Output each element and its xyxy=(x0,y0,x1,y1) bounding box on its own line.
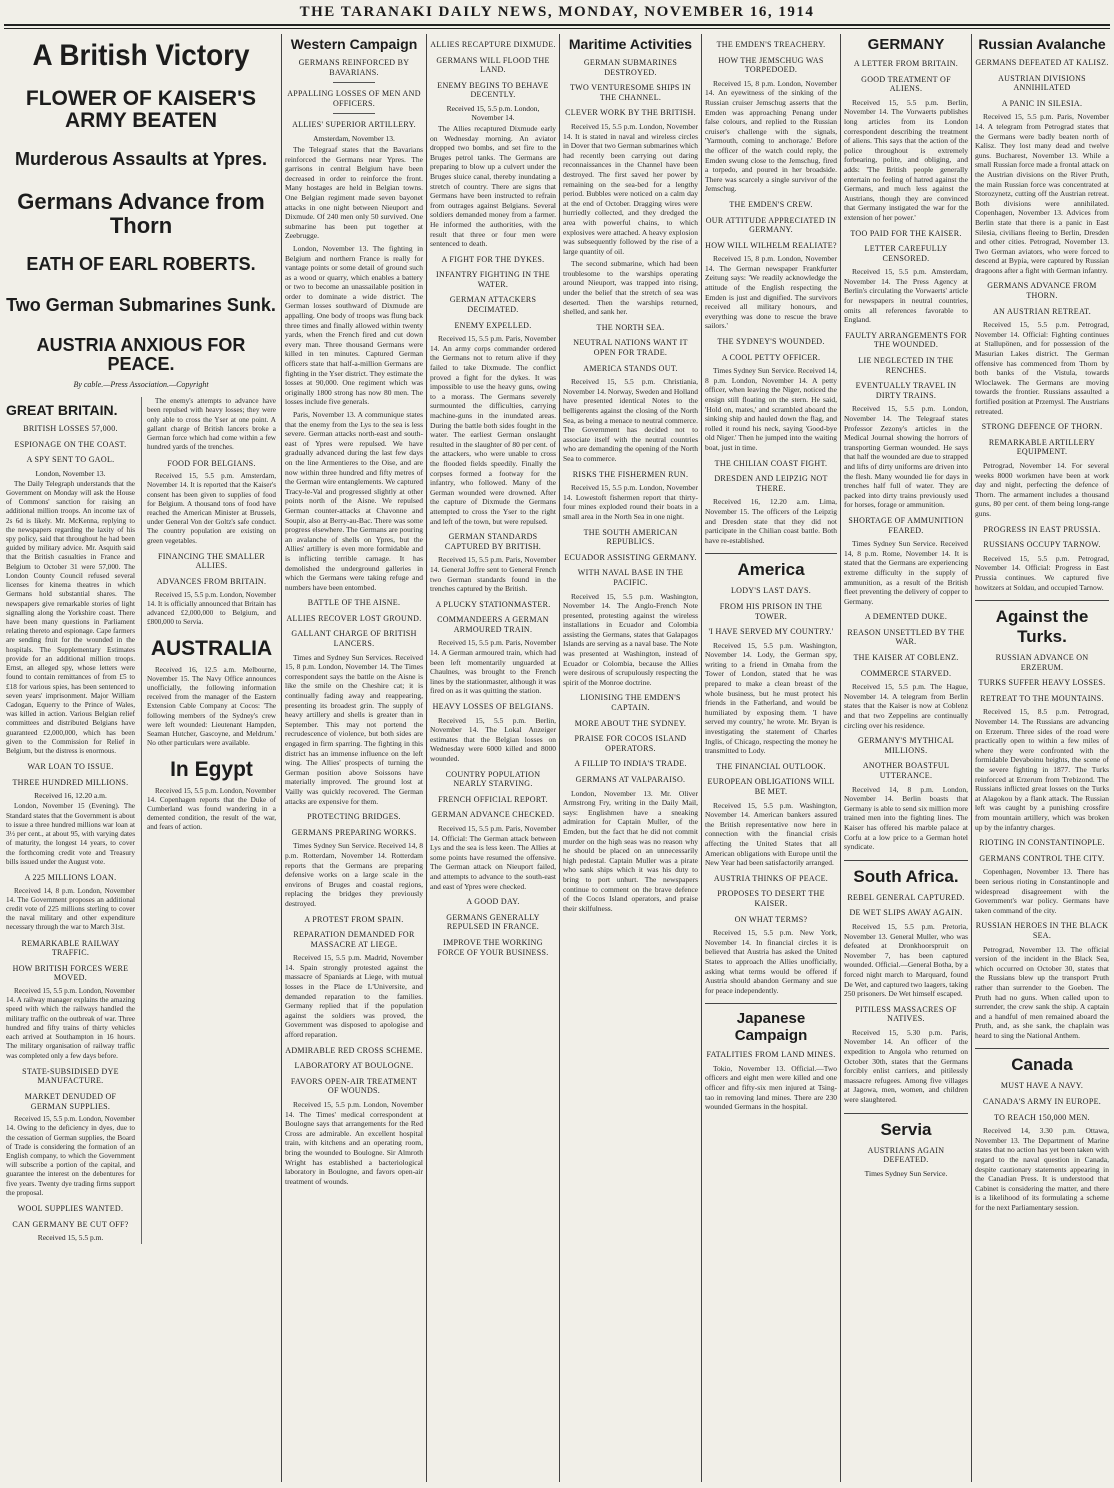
deck-austria: AUSTRIA ANXIOUS FOR PEACE. xyxy=(36,335,246,375)
subhead: TWO VENTURESOME SHIPS IN THE CHANNEL. xyxy=(569,83,692,102)
article-body: Times and Sydney Sun Services. Received 15, 8 p.m. London, November 14. The Times correspondent says the battle on the Aisne is like the smile on the Cheshire cat; it is continually fading away and reappearing, presenting its broadest grin. The supply of heavy artillery and shells is greater than in September. This may not portend the recrudescence of violence, but both sides are engaged in firm sparring. The fighting in this district has an immense influence on the left wing. The Allies' prospects of turning the German position above Soissons have materially improved. The ground lost at Vailly was quickly recovered. The German attacks are expensive for them. xyxy=(285,652,423,806)
article-body: Received 15, 5.5 p.m. The Hague, November 14. A telegram from Berlin states that the Kaiser is now at Coblenz and that two Zeppelins are continually circling over his residence. xyxy=(844,682,968,730)
subhead: THREE HUNDRED MILLIONS. xyxy=(12,777,129,787)
subhead: PITILESS MASSACRES OF NATIVES. xyxy=(855,1004,957,1024)
article-body: The second submarine, which had been troublesome to the warships operating around Nieuport, was trapped into rising, under the belief that the stretch of sea was deserted. Then the warships returned, shelled, and sank her. xyxy=(563,259,698,317)
article-body: London, November 13. The fighting in Belgium and northern France is really for vantage points or some detail of ground such as a wood or quarry, which enables a battery or two to become an unassailable position in order to dominate a wide district. The German losses southward of Dixmude are appalling. One body of troops was flung back three times and finally allowed within twenty yards, when the French fired and cut down every man. Three thousand Germans were killed in ten minutes. Captured German officers state that half-a-million Germans are fighting in the Yser district. They estimate the losses at 90,000. One regiment which was originally 1800 strong has now 80 men. The losses include five generals. xyxy=(285,243,423,407)
subhead: A PROTEST FROM SPAIN. xyxy=(304,914,404,924)
subhead: IMPROVE THE WORKING FORCE OF YOUR BUSINESS. xyxy=(437,937,549,957)
subhead: MARKET DENUDED OF GERMAN SUPPLIES. xyxy=(24,1091,117,1111)
column-title: GERMANY xyxy=(867,36,945,53)
subhead: SHORTAGE OF AMMUNITION FEARED. xyxy=(848,515,964,535)
article-body: Received 15, 5.5 p.m. London, November 14. The Telegraaf states Professor Zezony's articles in the Medical Journal showing the horrors of transporting German wounded. He says that half the wounded are due to strapped and lifts of dirty uniforms are driven into the flesh. Many wounded lie for days in trenches half full of water. They are packed into dirty trains previously used for horses, forage or ammunition. xyxy=(844,404,968,510)
subhead: MUST HAVE A NAVY. xyxy=(1000,1081,1084,1091)
western-campaign-column xyxy=(285,34,423,1482)
article-body: Received 14, 8 p.m. London, November 14. The Government proposes an additional credit vote of 225 millions sterling to cover the naval military and other expenditure necessary through the war to March 31st. xyxy=(6,886,135,932)
subhead: ANOTHER BOASTFUL UTTERANCE. xyxy=(862,761,950,780)
subhead: THE NORTH SEA. xyxy=(596,322,665,332)
subhead: A GOOD DAY. xyxy=(466,897,520,907)
article-body: Received 15, 5.5 p.m. London, November 14. Owing to the deficiency in dyes, due to the cessation of German supplies, the Board of Trade is considering the formation of an English company, to which the Government will subscribe a portion of the capital, and guarantee the interest on the debentures for five years. Twenty dye trading firms support the proposal. xyxy=(6,1115,135,1197)
article-body: Received 15, 5.5 p.m. Paris, November 14. A German armoured train, which had been left momentarily unguarded at Chaulnes, was brought to the French lines by the stationmaster, although it was fired on as it was quitting the station. xyxy=(430,638,556,696)
subhead: FROM HIS PRISON IN THE TOWER. xyxy=(719,601,823,621)
subhead: A FILLIP TO INDIA'S TRADE. xyxy=(574,759,687,769)
great-britain-column xyxy=(6,397,135,1244)
column-rule xyxy=(971,34,972,1482)
subhead: GERMANS DEFEATED AT KALISZ. xyxy=(975,58,1109,67)
dateline: Received 15, 5.5 p.m. xyxy=(37,1233,104,1243)
section-against-the-turks: Against the Turks. xyxy=(975,600,1109,647)
article-body: Received 15, 5.5 p.m. London, November 14. Copenhagen reports that the Duke of Cumberland was found wandering in a demented condition, the result of the war, and fears of action. xyxy=(147,786,276,832)
subhead: LODY'S LAST DAYS. xyxy=(730,586,812,596)
subhead: A DEMENTED DUKE. xyxy=(864,612,948,622)
article-body: Received 15, 8 p.m. London, November 14. The German newspaper Frankfurter Zeitung says: 'We readily acknowledge the attitude of the English respecting the Emden is just and dignified. The survivors received all military honours, and everything was done to rescue the brave sailors.' xyxy=(705,254,837,331)
subhead: LIONISING THE EMDEN'S CAPTAIN. xyxy=(580,693,681,713)
emden-america-column xyxy=(705,34,837,1482)
column-title: Russian Avalanche xyxy=(978,36,1106,52)
subhead: COUNTRY POPULATION NEARLY STARVING. xyxy=(445,769,541,789)
article-body: Received 15, 5.5 p.m. London, November 14. Lowestoft fishermen report that thirty-four mines exploded round their boats in a small area in the North Sea in one night. xyxy=(563,483,698,521)
subhead: NEUTRAL NATIONS WANT IT OPEN FOR TRADE. xyxy=(573,338,688,358)
subhead: TURKS SUFFER HEAVY LOSSES. xyxy=(978,678,1106,688)
subhead: A PANIC IN SILESIA. xyxy=(1001,98,1083,108)
article-body: Received 15, 5.5 p.m. London, November 14. It is stated in naval and wireless circles in Dover that two German submarines which had recently been carrying out daring reconnaissances in the Channel have been destroyed. The first saved her power by remaining on the sea-bed for a lengthy period. Bubbles were noticed on a calm day at the end of October. Dragging wires were hurriedly collected, and they dredged the area with powerful chains, to which explosives were attached. A heavy explosion was subsequently followed by the rise of a large quantity of oil. xyxy=(563,121,698,256)
section-australia: AUSTRALIA xyxy=(150,636,273,660)
article-body: Received 15, 8 p.m. London, November 14. An eyewitness of the sinking of the Russian cruiser Jemschug asserts that the Emden was approaching Penang under false colours, and replied to the Russian cruiser's challenge with the signals, 'Yarmouth, coming to anchorage.' Before the officer of the watch could reply, the Emden swung close to the Jemschug, fired a torpedo, and poured in her broadside. There was scarcely a single survivor of the Jemschug. xyxy=(705,78,837,194)
subhead: ALLIES RECAPTURE DIXMUDE. xyxy=(430,40,556,49)
subhead: WITH NAVAL BASE IN THE PACIFIC. xyxy=(577,568,684,587)
subhead: GERMANS AT VALPARAISO. xyxy=(575,775,686,784)
article-body: Received 15, 5.5 p.m. Washington, November 14. Lody, the German spy, writing to a friend in Omaha from the Tower of London, stated that he was prepared to make a clean breast of the whole business, but he must protect his friends in the Fatherland, and would be humiliated by exposing them. 'I have served my country,' he wrote. Mr. Bryan is investigating the statement of Charles Inglis, of Chicago, respecting the money he transmitted to Lody. xyxy=(705,640,837,756)
subhead: HOW WILL WILHELM REALIATE? xyxy=(705,240,837,250)
subhead: MORE ABOUT THE SYDNEY. xyxy=(574,718,687,728)
subhead: FRENCH OFFICIAL REPORT. xyxy=(438,794,548,804)
subhead: RIOTING IN CONSTANTINOPLE. xyxy=(979,838,1105,848)
section-japanese-campaign: Japanese Campaign xyxy=(705,1003,837,1044)
subhead: GERMANS REINFORCED BY BAVARIANS. xyxy=(298,58,410,77)
subhead: INFANTRY FIGHTING IN THE WATER. xyxy=(436,270,550,289)
subhead: COMMERCE STARVED. xyxy=(860,668,952,678)
section-south-africa: South Africa. xyxy=(844,860,968,887)
germany-column xyxy=(844,34,968,1482)
subhead: TO REACH 150,000 MEN. xyxy=(994,1112,1090,1122)
subhead: THE CHILIAN COAST FIGHT. xyxy=(714,458,828,468)
article-body: Copenhagen, November 13. There has been serious rioting in Constantinople and widespread disagreement with the Government's war policy. Germans have taken command of the city. xyxy=(975,867,1109,915)
front-headline-column xyxy=(6,34,276,1482)
article-body: Received 16, 12.20 a.m. Lima, November 15. The officers of the Leipzig and Dresden state that they did not participate in the Chilian coast battle. Both have re-established. xyxy=(705,497,837,545)
subhead: EVENTUALLY TRAVEL IN DIRTY TRAINS. xyxy=(855,381,957,400)
subhead: FINANCING THE SMALLER ALLIES. xyxy=(157,551,266,571)
article-body: Petrograd, November 14. For several weeks 8000 workmen have been at work day and night, perfecting the defence of Thorn. The armament includes a thousand guns, 80 per cent. of them being long-range guns. xyxy=(975,460,1109,518)
main-headline: A British Victory xyxy=(32,39,250,72)
deck-ypres: Murderous Assaults at Ypres. xyxy=(14,148,268,169)
subhead: RISKS THE FISHERMEN RUN. xyxy=(572,469,689,479)
subhead: GERMANS ADVANCE FROM THORN. xyxy=(987,281,1097,301)
subhead: PRAISE FOR COCOS ISLAND OPERATORS. xyxy=(574,734,687,753)
article-body: Received 15, 5.30 p.m. Paris, November 14. An officer of the expedition to Angola who returned on October 30th, states that the Germans forcibly enlist carriers, and pitilessly massacre refugees. Among five villages at Jagowa, men, women, and children were slaughtered. xyxy=(844,1027,968,1105)
subhead: BATTLE OF THE AISNE. xyxy=(307,598,401,608)
subhead: CAN GERMANY BE CUT OFF? xyxy=(12,1219,129,1229)
article-body: Received 14, 8 p.m. London, November 14. Berlin boasts that Germany is able to send six million more trained men into the fighting lines. The Kaiser has offered his marble palace at Corfu at a low price to a German hotel syndicate. xyxy=(844,784,968,852)
subhead: RUSSIAN HEROES IN THE BLACK SEA. xyxy=(975,921,1109,940)
subhead: THE EMDEN'S TREACHERY. xyxy=(716,40,826,49)
subhead: ALLIES' SUPERIOR ARTILLERY. xyxy=(292,120,416,130)
subhead: FAULTY ARRANGEMENTS FOR THE WOUNDED. xyxy=(845,330,967,350)
article-body: Received 15, 5.5 p.m. London, November 14. A railway manager explains the amazing speed with which the railways handled the military traffic on the outbreak of war. Three hundred and fifty trains of thirty vehicles each arrived at Southampton in 16 hours. The military organisation of railway traffic was completed only a few days before. xyxy=(6,987,135,1060)
subhead: HEAVY LOSSES OF BELGIANS. xyxy=(432,702,554,712)
deck-earl-roberts: EATH OF EARL ROBERTS. xyxy=(26,253,256,274)
subhead: DE WET SLIPS AWAY AGAIN. xyxy=(849,908,963,918)
subhead: THE SOUTH AMERICAN REPUBLICS. xyxy=(583,527,678,547)
masthead-rule-thin xyxy=(4,28,1110,29)
russian-avalanche-column xyxy=(975,34,1109,1482)
subhead: ADMIRABLE RED CROSS SCHEME. xyxy=(285,1045,423,1055)
article-body: The enemy's attempts to advance have been repulsed with heavy losses; they were only able to cross the Yser at one point. A gallant charge of British lancers broke a German force which had come within a few hundred yards of the trenches. xyxy=(147,397,276,452)
subhead: ADVANCES FROM BRITAIN. xyxy=(156,577,267,587)
subhead: AUSTRIA THINKS OF PEACE. xyxy=(713,873,829,883)
article-body: Received 15, 5.5 p.m. New York, November 14. In financial circles it is believed that Austria has asked the United States to approach the Allies unofficially, asking what terms would be offered if Austria should abandon Germany and sue for peace independently. xyxy=(705,928,837,995)
column-title: Western Campaign xyxy=(290,36,418,52)
subhead: GERMAN STANDARDS CAPTURED BY BRITISH. xyxy=(444,532,542,551)
article-body: Received 15, 5.5 p.m. Amsterdam, November 14. The Press Agency at Berlin's circulating the Vorwaerts' article for newspapers in neutral countries, omits all references favorable to England. xyxy=(844,267,968,325)
dateline: London, November 13. xyxy=(35,468,106,478)
subhead: REMARKABLE RAILWAY TRAFFIC. xyxy=(21,938,120,958)
deck-submarines: Two German Submarines Sunk. xyxy=(6,294,276,315)
article-body: Received 15, 5.5 p.m. Pretoria, November 13. General Muller, who was defeated at Dronkhoorspruit on November 7, has been captured wounded. Official.—General Botha, by a forced night march to Marquard, found De Wet, and captured two laagers, taking 250 prisoners. De Wet himself escaped. xyxy=(844,921,968,999)
article-body: Times Sydney Sun Service. Received 14, 8 p.m. Rome, November 14. It is stated that the Germans are experiencing extreme difficulty in the supply of ammunition, as a result of the British fleet preventing the delivery of copper to Germany. xyxy=(844,539,968,606)
subhead: A PLUCKY STATIONMASTER. xyxy=(435,599,551,609)
subhead: HOW BRITISH FORCES WERE MOVED. xyxy=(12,963,129,983)
subhead: HOW THE JEMSCHUG WAS TORPEDOED. xyxy=(718,55,824,75)
subhead: LABORATORY AT BOULOGNE. xyxy=(294,1061,414,1071)
subhead: APPALLING LOSSES OF MEN AND OFFICERS. xyxy=(287,89,421,108)
subhead: GERMAN ADVANCE CHECKED. xyxy=(431,810,555,820)
section-canada: Canada xyxy=(975,1048,1109,1075)
subhead: GERMANS WILL FLOOD THE LAND. xyxy=(436,55,550,75)
subhead: GERMANS CONTROL THE CITY. xyxy=(979,853,1105,863)
deck-kaisers-army: FLOWER OF KAISER'S ARMY BEATEN xyxy=(25,86,257,132)
column-rule xyxy=(701,34,702,1482)
subhead: GERMANS GENERALLY REPULSED IN FRANCE. xyxy=(446,912,540,932)
subhead: WOOL SUPPLIES WANTED. xyxy=(17,1204,124,1214)
article-body: Received 15, 5.5 p.m. Paris, November 14. General Joffre sent to General French two German standards found in the trenches captured by the British. xyxy=(430,555,556,594)
article-body: Received 15, 5.5 p.m. Paris, November 14. An army corps commander ordered the Germans not to return alive if they failed to take Dixmude. The conflict proved a fight for the dykes. It was impossible to use the heavy guns, owing to a morass. The Germans severely surmounted the difficulties, carrying machine-guns in the inundated areas. During the battle both sides fought in the water. The earliest German onslaught resulted in the slaughter of 80 per cent. of the attackers, who were unable to cross the flooded fields speedily. Finally the corpses formed a footway for the infantry, who followed. Many of the German wounded were drowned. After the capture of Dixmude the Germans attempted to cross the Yser to the right and left of the town, but were repulsed. xyxy=(430,334,556,526)
subhead: PROPOSES TO DESERT THE KAISER. xyxy=(717,889,825,908)
dateline: Amsterdam, November 13. xyxy=(313,133,395,143)
subhead: OUR ATTITUDE APPRECIATED IN GERMANY. xyxy=(705,215,837,235)
subhead: ON WHAT TERMS? xyxy=(734,914,808,924)
subhead: TOO PAID FOR THE KAISER. xyxy=(850,228,962,238)
subhead: ALLIES RECOVER LOST GROUND. xyxy=(286,613,422,623)
article-body: The Telegraaf states that the Bavarians reinforced the Germans near Ypres. The garrisons in central Belgium have been decreased in order to reinforce the front. Many hostages are held in Belgian towns. One Belgian regiment made seven bayonet attacks in one night between Nieuport and Dixmude. Of 240 men only 50 survived. One submarine has been put together at Zeebrugge. xyxy=(285,144,423,241)
column-rule xyxy=(840,34,841,1482)
section-egypt: In Egypt xyxy=(170,757,253,781)
article-body: London, November 15 (Evening). The Standard states that the Government is about to issue a three hundred millions war loan at 3½ per cent., at about 95, with varying dates of maturity, the longest 14 years, to cover the forthcoming credit vote and Treasury bills issued under the August vote. xyxy=(6,802,135,866)
subhead: REPARATION DEMANDED FOR MASSACRE AT LIEGE. xyxy=(293,930,415,949)
article-body: Received 15, 5.5 p.m. Washington, November 14. The Anglo-French Note presented, protesting against the wireless installations in Ecuador and Colombia assisting the Germans, states that Galapagos Islands are serving as a naval base. The Note was presented at Washington, instead of Ecuador or Colombia, because the Allies were desirous of scrupulously respecting the spirit of the Monroe doctrine. xyxy=(563,591,698,687)
subhead: THE SYDNEY'S WOUNDED. xyxy=(717,337,825,347)
column-rule xyxy=(559,34,560,1482)
divider xyxy=(333,113,374,114)
maritime-column xyxy=(563,34,698,1482)
subhead: A 225 MILLIONS LOAN. xyxy=(24,872,117,882)
subhead: LIE NEGLECTED IN THE RENCHES. xyxy=(858,356,954,375)
subhead: DRESDEN AND LEIPZIG NOT THERE. xyxy=(714,474,828,493)
subhead: ENEMY BEGINS TO BEHAVE DECENTLY. xyxy=(437,80,549,100)
dateline: Times Sydney Sun Service. xyxy=(864,1168,948,1178)
section-america: America xyxy=(705,553,837,580)
subhead: AMERICA STANDS OUT. xyxy=(583,363,678,373)
subhead: GERMANY'S MYTHICAL MILLIONS. xyxy=(858,736,954,755)
subhead: FATALITIES FROM LAND MINES. xyxy=(706,1050,836,1060)
subhead: REASON UNSETTLED BY THE WAR. xyxy=(847,627,965,647)
subhead: BRITISH LOSSES 57,000. xyxy=(23,423,118,433)
subhead: AN AUSTRIAN RETREAT. xyxy=(992,306,1092,316)
article-body: London, November 13. Mr. Oliver Armstrong Fry, writing in the Daily Mail, says: Englishmen have a sneaking admiration for Captain Muller, of the Emden, but the fact that he did not commit murder on the high seas was no reason why he should be placed on an unnecessarily high pedestal. Captain Muller was a pirate who sank ships which it was his duty to bring to port unhurt. The newspapers continue to comment on the brave defence of the Cocos Island operators, and praise their skilfulness. xyxy=(563,788,698,913)
subhead: PROTECTING BRIDGES. xyxy=(307,812,401,822)
subhead: GERMANS PREPARING WORKS. xyxy=(291,827,417,837)
byline: By cable.—Press Association.—Copyright xyxy=(73,380,209,390)
article-body: Received 15, 5.5 p.m. Christiania, November 14. Norway, Sweden and Holland have presented identical Notes to the belligerents against the closing of the North Sea, as being a menace to neutral commerce. The Government has decided not to associate itself with the neutral countries who are demanding the opening of the North Sea to commerce. xyxy=(563,377,698,463)
subhead: CLEVER WORK BY THE BRITISH. xyxy=(565,108,696,118)
subhead: REMARKABLE ARTILLERY EQUIPMENT. xyxy=(988,437,1096,457)
subhead: GERMAN SUBMARINES DESTROYED. xyxy=(583,58,678,77)
subhead: A SPY SENT TO GAOL. xyxy=(26,455,115,465)
article-body: Received 15, 5.5 p.m. Berlin, November 14. The Lokal Anzeiger estimates that the Belgian losses on Wednesday were 6000 killed and 8000 wounded. xyxy=(430,715,556,763)
subhead: 'I HAVE SERVED MY COUNTRY.' xyxy=(708,627,834,637)
article-body: Received 15, 5.5 p.m. Petrograd, November 14. Official: Progress in East Prussia continues. We captured five howitzers at Soldau, and occupied Tarnow. xyxy=(975,553,1109,592)
masthead: THE TARANAKI DAILY NEWS, MONDAY, NOVEMBER 16, 1914 xyxy=(299,4,815,20)
subhead: ENEMY EXPELLED. xyxy=(454,320,532,330)
subhead: GERMAN ATTACKERS DECIMATED. xyxy=(449,295,537,315)
article-body: Received 15, 5.5 p.m. London, November 14. It is officially announced that Britain has advanced £2,000,000 to Belgium, and £800,000 to Servia. xyxy=(147,590,276,627)
article-body: Times Sydney Sun Service. Received 14, 8 p.m. Rotterdam, November 14. Rotterdam reports that the Germans are preparing defensive works on a large scale in the environs of Bruges and coastal regions, replacing the bridges they previously destroyed. xyxy=(285,841,423,908)
subhead: LETTER CAREFULLY CENSORED. xyxy=(864,244,948,263)
subhead: AUSTRIAN DIVISIONS ANNIHILATED xyxy=(998,73,1086,93)
article-body: Paris, November 13. A communique states that the enemy from the Lys to the sea is less severe. German attacks north-east and south-east of Ypres were repulsed. We have gradually advanced during the last few days on the line Armentieres to the Oise, and are now within three hundred and fifty metres of the German wire entanglements. We captured Tracy-le-Val and progressed slightly at other points north of the Aisne. We repulsed German counter-attacks at Chavonne and Soupir, also at Berry-au-Bac. There was some progress elsewhere. The Germans are pouring an avalanche of shells on Ypres, but the Allies' artillery is even more formidable and is inflicting terrible carnage. It has demolished the underground galleries in which the Germans were taking refuge and numbers have been entombed. xyxy=(285,410,423,592)
subhead: PROGRESS IN EAST PRUSSIA. xyxy=(983,524,1101,534)
column-title: Maritime Activities xyxy=(568,36,693,52)
section-servia: Servia xyxy=(844,1113,968,1140)
subhead: GALLANT CHARGE OF BRITISH LANCERS. xyxy=(291,629,417,649)
article-body: Received 15, 5.5 p.m. Amsterdam, November 14. It is reported that the Kaiser's consent has been given to supplies of food for Belgium. A thousand tons of food have reached the American Minister at Brussels, under General Von der Goltz's safe conduct. The country population are existing on green vegetables. xyxy=(147,472,276,545)
subhead: AUSTRIANS AGAIN DEFEATED. xyxy=(867,1145,945,1165)
article-body: Tokio, November 13. Official.—Two officers and eight men were killed and one officer and fifty-six men injured at Tsing-tao in removing land mines. There are 230 wounded Germans in the hospital. xyxy=(705,1063,837,1112)
article-body: The Daily Telegraph understands that the Government on Monday will ask the House of Commons' sanction for raising an additional million troops. An income tax of 2s 6d is likely. Mr. McKenna, replying to the newspapers regarding the laxity of his spy policy, said that throughout he had been guided by military advice. Mr. Asquith said that the British casualties in France and Belgium to October 31 were 57,000. The London County Council refused several licenses for kinema theatres in which Germans hold substantial shares. The newspapers give remarkable stories of light signalling along the Yorkshire coast. There have been many questions in Parliament relating thereto and espionage. Cape farmers are sending fruit for the wounded in the hospitals. The Supplementary Estimates provide for an additional million troops. Ernst, an alleged spy, whose letters were found to contain remittances of from £5 to £18 for various spies, has been sentenced to seven years' imprisonment. Major William Cadogan, Equerry to the Prince of Wales, was killed in action. Various Belgian relief committees and distributed Belgians have guaranteed £2,000,000, which has been given to the Commission for Relief in Belgium, but the distress is enormous. xyxy=(6,479,135,756)
article-body: Received 15, 5.5 p.m. London, November 14. The Times' medical correspondent at Boulogne says that arrangements for the Red Cross are admirable. An excellent hospital train, with kitchens and an operating room, bring the wounded to Boulogne. Sir Almroth Wright has established a bacteriological laboratory in Boulogne, and favors open-air treatment of wounds. xyxy=(285,1100,423,1186)
column-rule xyxy=(281,34,282,1482)
article-body: Received 15, 5.5 p.m. Petrograd, November 14. Official: Fighting continues at Stallupönen, and for possession of the Masurian Lakes district. The German offensive has commenced from Thorn by both banks of the Vistula, towards Wloclawek. The Germans are moving towards the frontier. Russians assaulted a fortified position at Przemysl. The Austrians retreated. xyxy=(975,320,1109,416)
subhead: ESPIONAGE ON THE COAST. xyxy=(14,439,127,449)
subhead: FAVORS OPEN-AIR TREATMENT OF WOUNDS. xyxy=(290,1076,418,1096)
deck-thorn: Germans Advance from Thorn xyxy=(17,189,265,238)
subhead: A LETTER FROM BRITAIN. xyxy=(853,59,959,68)
subhead: CANADA'S ARMY IN EUROPE. xyxy=(982,1097,1102,1107)
dixmude-column xyxy=(430,34,556,1482)
article-body: Received 15, 5.5 p.m. Berlin, November 14. The Vorwaerts publishes long articles from its London correspondent describing the treatment of aliens. This says that the action of the police throughout is extremely forbearing, polite, and obliging, and adds: 'The British people generally entertain no feeling of hatred against the Germans, and much less against the Austrians, though they are convinced that Germany instigated the war for the extension of her power.' xyxy=(844,97,968,222)
front-subcolumns xyxy=(6,397,276,1244)
subhead: STATE-SUBSIDISED DYE MANUFACTURE. xyxy=(22,1066,119,1086)
article-body: Received 15, 5.5 p.m. Madrid, November 14. Spain strongly protested against the massacre of Spaniards at Liege, with mutual losses in the Place de L'Universite, and demanded reparation to the families. Germany replied that if the population against the soldiers was proved, the Government was disposed to apologise and afford reparation. xyxy=(285,953,423,1040)
masthead-rule xyxy=(4,24,1110,26)
divider xyxy=(333,82,374,83)
subhead: THE KAISER AT COBLENZ. xyxy=(853,653,959,663)
article-body: Received 15, 5.5 p.m. Paris, November 14. Official: The German attack between Lys and the sea is less keen. The Allies at some points have resumed the offensive. The German attack on Nieuport failed, and attempts to advance to the south-east and east of Ypres were checked. xyxy=(430,823,556,891)
article-body: The Allies recaptured Dixmude early on Wednesday morning. An aviator dropped two bombs, and set fire to the Bruges petrol tanks. The Germans are preparing to blow up a culvert under the Bruges sluice canal, thereby inundating a stretch of country. There are signs that Germans have been instructed to refrain from outrages against Belgians. Several soldiers demanded money from a farmer. He informed the authorities, with the result that three or four men were sentenced to death. xyxy=(430,123,556,249)
subhead: THE FINANCIAL OUTLOOK. xyxy=(716,761,826,771)
article-body: Received 15, 8.5 p.m. Petrograd, November 14. The Russians are advancing on Erzerum. Three sides of the road were practically open to within a few miles of where they were confronted with the formidable Devaboinu heights, the scene of the severe fighting in 1877. The Turks reinforced at Erzerum from Trebizond. The Russians inflicted great losses on the Turks at Alagokou by a flank attack. The Russian left was caught by a punishing crossfire from mountain artillery, which was broken up by the infantry charges. xyxy=(975,707,1109,832)
column-rule xyxy=(426,34,427,1482)
article-body: Received 15, 5.5 p.m. Washington, November 14. American bankers assured the British representative now here in connection with the financial crisis affecting the United States that all American obligations with Europe until the New Year had been satisfactorily arranged. xyxy=(705,800,837,868)
interest-column xyxy=(141,397,276,1244)
article-body: Petrograd, November 13. The official version of the incident in the Black Sea, which occurred on October 30, states that the Russians blew up the transport Pruth rather than surrender to the Goeben. The Pruth had no guns. When called upon to surrender, the crew sank the ship. A captain and a handful of men remained aboard the Pruth, and, as she sank, the chaplain was heard to sing the National Anthem. xyxy=(975,944,1109,1040)
subhead: RETREAT TO THE MOUNTAINS. xyxy=(980,693,1104,703)
subhead: REBEL GENERAL CAPTURED. xyxy=(847,892,965,902)
subhead: STRONG DEFENCE OF THORN. xyxy=(981,422,1103,432)
subhead: GOOD TREATMENT OF ALIENS. xyxy=(861,74,951,94)
section-great-britain: GREAT BRITAIN. xyxy=(6,402,118,419)
dateline: Received 15, 5.5 p.m. London, November 14. xyxy=(446,103,540,122)
subhead: A FIGHT FOR THE DYKES. xyxy=(441,254,545,264)
subhead: A COOL PETTY OFFICER. xyxy=(721,352,821,362)
dateline: Received 16, 12.20 a.m. xyxy=(34,791,107,801)
article-body: Received 14, 3.30 p.m. Ottawa, November 13. The Department of Marine states that no action has yet been taken with regard to the naval question in Canada, despite cautionary statements appearing in the Canadian Press. It is understood that Cabinet is considering the matter, and there is a likelihood of its formulating a scheme for the next Parliamentary session. xyxy=(975,1126,1109,1212)
article-body: Received 15, 5.5 p.m. Paris, November 14. A telegram from Petrograd states that the Germans were badly beaten north of Kalisz. They lost many dead and twelve guns. Bucharest, November 13. While a small Russian force made a frontal attack on the Austrian divisions on the River Pruth, the main Russian force was concentrated at Storozynetz, cutting off the Austrian retreat. Both divisions were annihilated. Copenhagen, November 13. Advices from Berlin state that there is a panic in East Silesia, civilians fleeing to Berlin, Dresden and other cities. Petrograd, November 13. Two German aviators, who were forced to descend at Bypia, were captured by Russian dragoons after a fight with German infantry. xyxy=(975,112,1109,275)
subhead: RUSSIANS OCCUPY TARNOW. xyxy=(983,540,1101,550)
article-body: Times Sydney Sun Service. Received 14, 8 p.m. London, November 14. A petty officer, when leaving the Niger, noticed the ensign still floating on the stern. He said, 'Hold on, mates,' and scrambled aboard the sinking ship and hauled down the flag, and rolled it round his neck, saying 'Good-bye old Niger.' Then he jumped into the waiting boat, just in time. xyxy=(705,366,837,452)
subhead: ECUADOR ASSISTING GERMANY. xyxy=(564,552,697,562)
subhead: FOOD FOR BELGIANS. xyxy=(167,458,256,468)
subhead: COMMANDEERS A GERMAN ARMOURED TRAIN. xyxy=(437,615,549,634)
subhead: EUROPEAN OBLIGATIONS WILL BE MET. xyxy=(707,777,835,796)
article-body: Received 16, 12.5 a.m. Melbourne, November 15. The Navy Office announces unofficially, the following information received from the manager of the Eastern Extension Cable Company at Cocos: 'The following members of the Sydney's crew were left wounded: Lieutenant Hampden, Seaman Hutcher, Gascoyne, and Meldrum.' No other particulars were available. xyxy=(147,665,276,748)
subhead: THE EMDEN'S CREW. xyxy=(729,199,813,209)
subhead: WAR LOAN TO ISSUE. xyxy=(27,762,114,772)
subhead: RUSSIAN ADVANCE ON ERZERUM. xyxy=(995,653,1089,672)
